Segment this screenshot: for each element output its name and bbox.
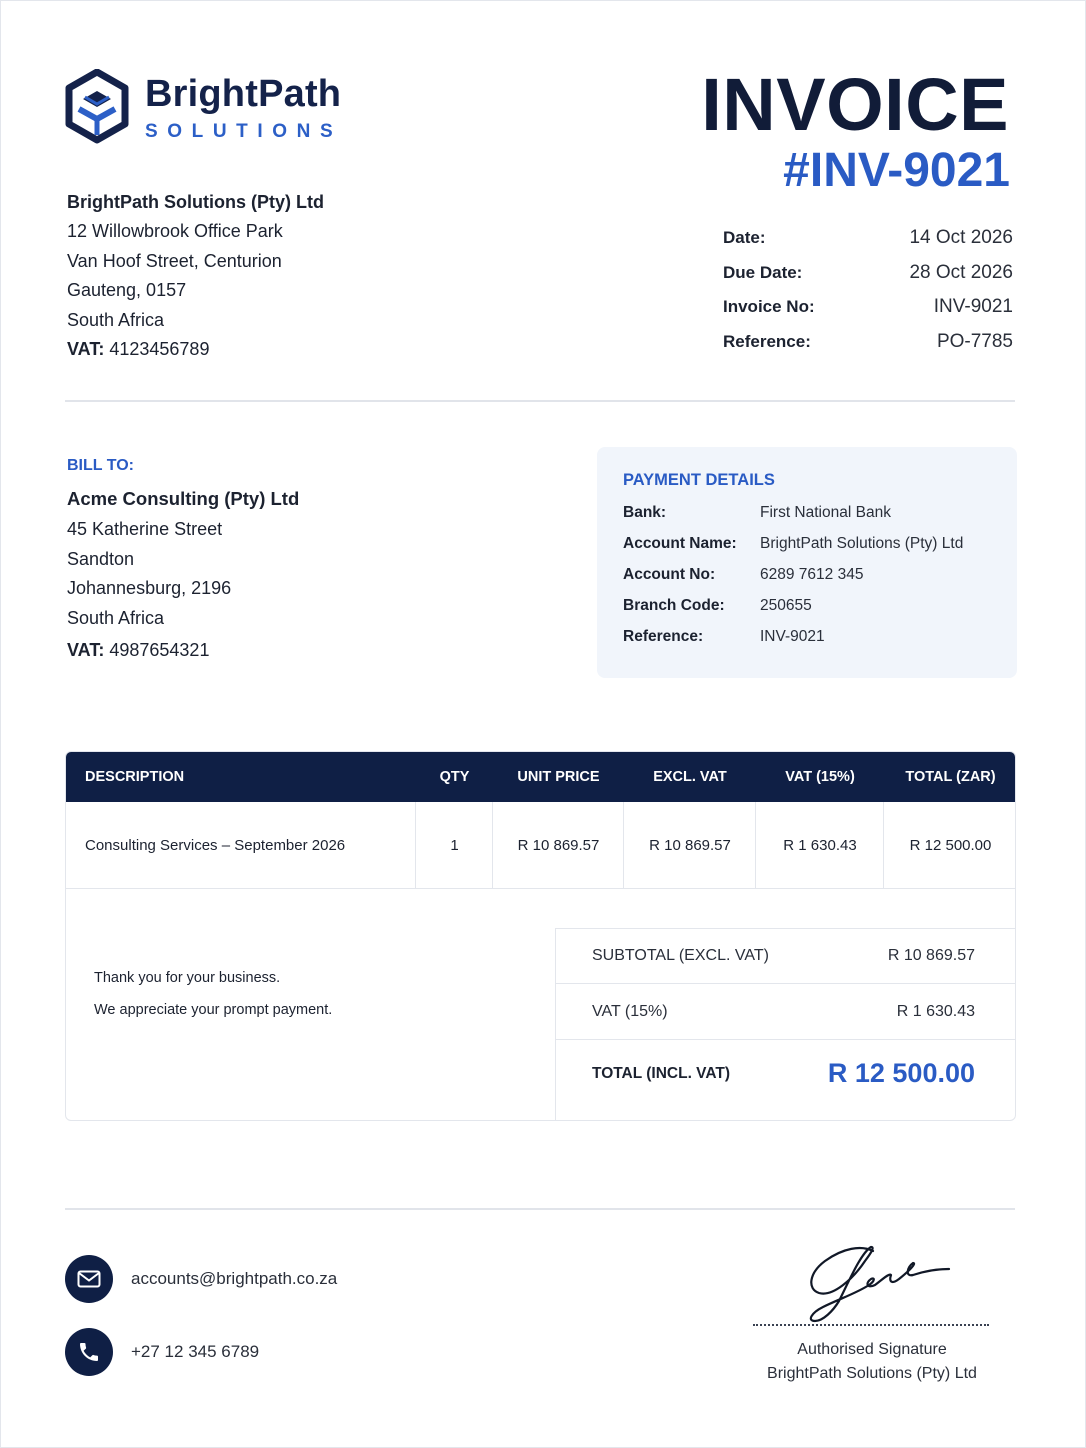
- table-row: [66, 802, 1016, 889]
- payment-value: First National Bank: [760, 503, 891, 521]
- header-divider: [65, 400, 1015, 402]
- thank-you-note: [94, 962, 332, 1026]
- cell-unit-price: R 10 869.57: [517, 837, 600, 854]
- seller-vat-value: 4123456789: [109, 338, 210, 359]
- payment-details-panel: [597, 447, 1017, 678]
- payment-row-bank: [623, 497, 991, 528]
- invoice-title: INVOICE: [701, 63, 1009, 146]
- note-line: Thank you for your business.: [94, 970, 281, 986]
- seller-address-line: 12 Willowbrook Office Park: [67, 221, 283, 242]
- payment-value: BrightPath Solutions (Pty) Ltd: [760, 534, 964, 552]
- grand-total-label: TOTAL (INCL. VAT): [592, 1064, 731, 1082]
- client-vat-value: 4987654321: [109, 640, 210, 661]
- vat-label: VAT (15%): [592, 1002, 668, 1020]
- vat-row: [556, 984, 1016, 1040]
- email-address[interactable]: accounts@brightpath.co.za: [131, 1269, 338, 1288]
- table-header: [66, 752, 1016, 802]
- column-header-description: DESCRIPTION: [85, 769, 185, 785]
- hexagon-cube-logo-icon: [65, 69, 129, 147]
- seller-address-line: Van Hoof Street, Centurion: [67, 250, 282, 271]
- invoice-meta: [723, 221, 1013, 359]
- payment-row-reference: [623, 622, 991, 653]
- column-header-total: TOTAL (ZAR): [905, 769, 996, 785]
- footer-divider: [65, 1208, 1015, 1210]
- note-line: We appreciate your prompt payment.: [94, 1002, 333, 1018]
- meta-row-reference: [723, 325, 1013, 360]
- payment-value: 6289 7612 345: [760, 565, 864, 583]
- client-address-line: 45 Katherine Street: [67, 519, 223, 539]
- payment-value: INV-9021: [760, 628, 825, 646]
- vat-value: R 1 630.43: [896, 1002, 975, 1020]
- meta-value: INV-9021: [933, 296, 1013, 318]
- cell-vat: R 1 630.43: [783, 837, 857, 854]
- client-address-line: South Africa: [67, 607, 165, 628]
- meta-row-date: [723, 221, 1013, 256]
- seller-address-line: Gauteng, 0157: [67, 280, 187, 301]
- column-header-excl-vat: EXCL. VAT: [653, 769, 727, 785]
- payment-value: 250655: [760, 597, 812, 615]
- invoice-number: #INV-9021: [783, 144, 1010, 197]
- client-vat-label: VAT:: [67, 640, 105, 661]
- column-header-qty: QTY: [439, 769, 470, 785]
- grand-total-value: R 12 500.00: [827, 1058, 975, 1088]
- grand-total-row: [556, 1040, 1016, 1107]
- column-header-vat: VAT (15%): [785, 769, 855, 785]
- subtotal-value: R 10 869.57: [887, 947, 975, 964]
- brand-tagline: SOLUTIONS: [145, 121, 343, 142]
- cell-excl-vat: R 10 869.57: [649, 837, 731, 854]
- line-items-table: [65, 751, 1016, 1121]
- payment-details-heading: PAYMENT DETAILS: [623, 471, 775, 489]
- totals-summary: [555, 928, 1016, 1121]
- payment-row-account-no: [623, 559, 991, 590]
- bill-to-block: [67, 457, 299, 666]
- contact-phone: [65, 1328, 259, 1376]
- meta-label: Reference:: [723, 332, 811, 352]
- payment-label: Branch Code:: [623, 597, 725, 615]
- client-name: Acme Consulting (Pty) Ltd: [67, 488, 300, 509]
- meta-label: Invoice No:: [723, 297, 815, 317]
- payment-label: Account Name:: [623, 534, 737, 552]
- meta-value: PO-7785: [936, 331, 1013, 353]
- payment-label: Account No:: [623, 565, 716, 583]
- client-address-line: Sandton: [67, 548, 135, 569]
- seller-address-line: South Africa: [67, 309, 165, 330]
- meta-label: Due Date:: [723, 262, 803, 282]
- signature-caption: Authorised Signature: [797, 1341, 947, 1358]
- handwritten-signature: [753, 1233, 991, 1323]
- seller-vat: [67, 335, 324, 364]
- phone-icon: [65, 1328, 113, 1376]
- seller-vat-label: VAT:: [67, 338, 105, 359]
- subtotal-row: [556, 929, 1016, 984]
- client-vat: [67, 636, 299, 666]
- signature-line: [753, 1324, 989, 1326]
- cell-total: R 12 500.00: [909, 837, 992, 854]
- meta-value: 14 Oct 2026: [909, 227, 1013, 249]
- brand-logo: [65, 69, 342, 147]
- signature-block: [753, 1233, 991, 1386]
- subtotal-label: SUBTOTAL (EXCL. VAT): [592, 947, 769, 964]
- column-header-unit-price: UNIT PRICE: [517, 769, 600, 785]
- client-address-line: Johannesburg, 2196: [67, 578, 232, 599]
- payment-label: Bank:: [623, 503, 667, 521]
- cell-description: Consulting Services – September 2026: [85, 837, 346, 854]
- payment-row-branch-code: [623, 591, 991, 622]
- payment-row-account-name: [623, 528, 991, 559]
- seller-name: BrightPath Solutions (Pty) Ltd: [67, 192, 324, 212]
- bill-to-heading: BILL TO:: [67, 457, 134, 474]
- meta-value: 28 Oct 2026: [909, 261, 1013, 283]
- seller-address-block: [67, 188, 324, 364]
- envelope-icon: [65, 1255, 113, 1303]
- payment-label: Reference:: [623, 628, 704, 646]
- meta-row-due-date: [723, 256, 1013, 291]
- meta-label: Date:: [723, 228, 766, 248]
- contact-email: [65, 1255, 337, 1303]
- brand-name: BrightPath: [145, 73, 342, 115]
- signature-company: BrightPath Solutions (Pty) Ltd: [767, 1365, 977, 1382]
- cell-qty: 1: [450, 837, 459, 854]
- phone-number[interactable]: +27 12 345 6789: [131, 1342, 260, 1361]
- meta-row-invoice-no: [723, 290, 1013, 325]
